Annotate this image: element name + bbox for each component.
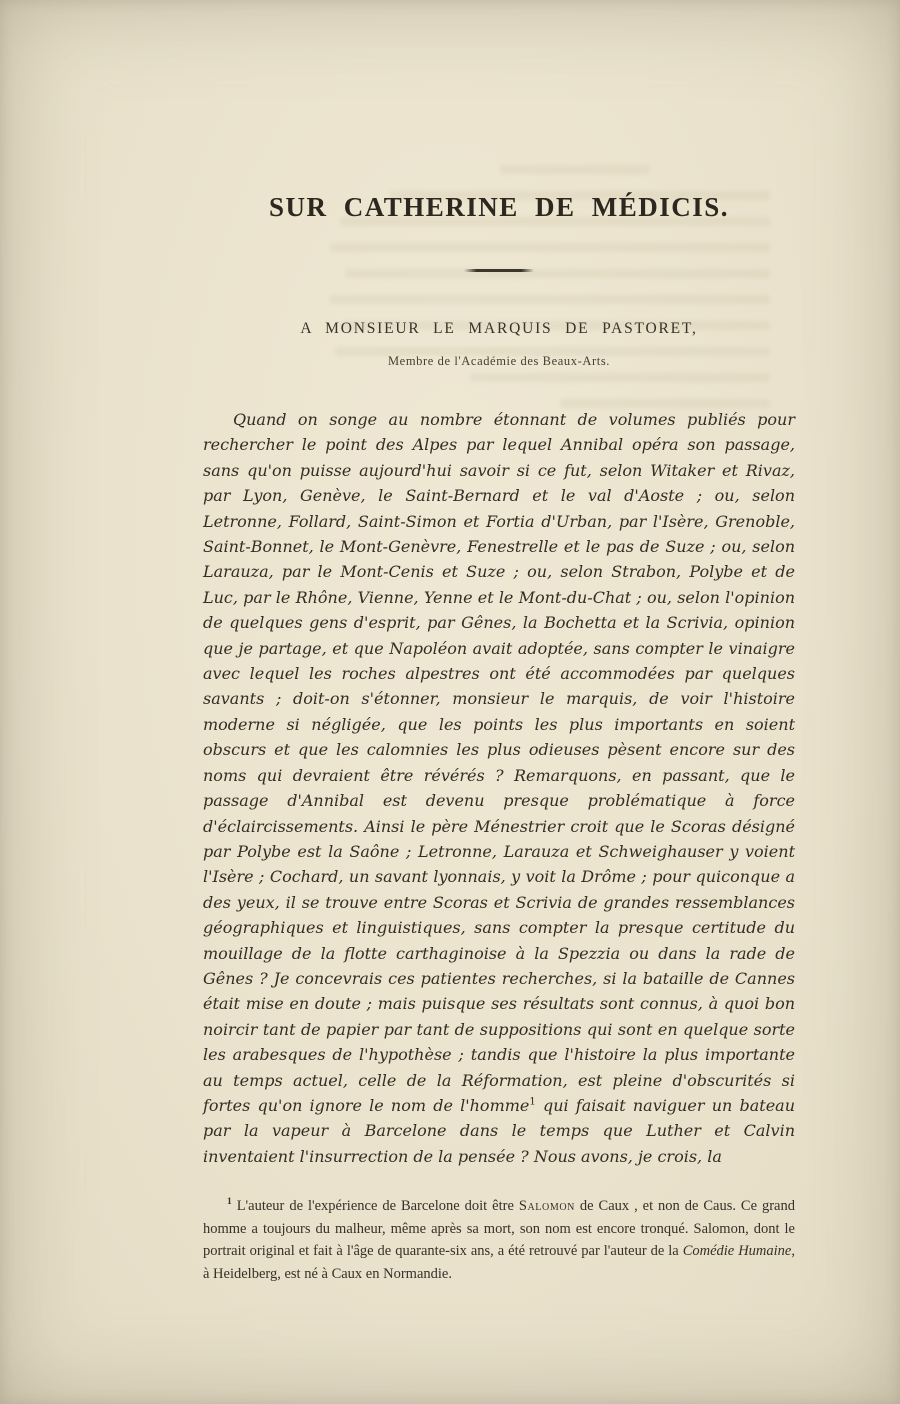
dedication-subline: Membre de l'Académie des Beaux-Arts.	[387, 354, 611, 368]
showthrough-line	[500, 165, 650, 174]
footnote	[203, 1195, 795, 1285]
title-divider	[464, 269, 534, 272]
footnote-ref: 1	[529, 1096, 536, 1108]
body-text: Quand on songe au nombre étonnant de volumes publiés pour rechercher le point des Alpes par lequel Annibal opéra son passage, sans qu'on puisse aujourd'hui savoir si ce fut, selon Witaker et Rivaz, par Lyon, Genève, le Saint-Bernard et le val d'Aoste ; ou, selon Letronne, Follard, Saint-Simon et Fortia d'Urban, par l'Isère, Grenoble, Saint-Bonnet, le Mont-Genèvre, Fenestrelle et le pas de Suze ; ou, selon Larauza, par le Mont-Cenis et Suze ; ou, selon Strabon, Polybe et de Luc, par le Rhône, Vienne, Yenne et le Mont-du-Chat ; ou, selon l'opinion de quelques gens d'esprit, par Gênes, la Bochetta et la Scrivia, opinion que je partage, et que Napoléon avait adoptée, sans compter le vinaigre avec lequel les roches alpestres ont été accommodées par quelques savants ; doit-on s'étonner, monsieur le marquis, de voir l'histoire moderne si négligée, que les points les plus importants en soient obscurs et que les calomnies les plus odieuses pèsent encore sur des noms qui devraient être révérés ? Remarquons, en passant, que le passage d'Annibal est devenu presque problématique à force d'éclaircissements. Ainsi le père Ménestrier croit que le Scoras désigné par Polybe est la Saône ; Letronne, Larauza et Schweighauser y voient l'Isère ; Cochard, un savant lyonnais, y voit la Drôme ; pour quiconque a des yeux, il se trouve entre Scoras et Scrivia de grandes ressemblances géographiques et linguistiques, sans compter la presque certitude du mouillage de la flotte carthaginoise à la Spezzia ou dans la rade de Gênes ? Je concevrais ces patientes recherches, si la bataille de Cannes était mise en doute ; mais puisque ses résultats sont connus, à quoi bon noircir tant de papier par tant de suppositions qui sont en quelque sorte les arabesques de l'hypothèse ; tandis que l'histoire la plus importante au temps actuel, celle de la Réformation, est pleine d'obscurités si fortes qu'on ignore le nom de l'homme	[203, 410, 795, 1115]
dedication-line: A MONSIEUR LE MARQUIS DE PASTORET,	[300, 320, 698, 337]
footnote-text: L'auteur de l'expérience de Barcelone doit être Salomon de Caux , et non de Caus. Ce grand homme a toujours du malheur, même après sa mort, son nom est encore tronqué. Salomon, dont le portrait original et fait à l'âge de quarante-six ans, a été retrouvé par l'auteur de la Comédie Humaine, à Heidelberg, est né à Caux en Normandie.	[203, 1198, 795, 1282]
text-block	[203, 192, 795, 1285]
page-title: SUR CATHERINE DE MÉDICIS.	[268, 192, 730, 222]
body-paragraph	[203, 407, 795, 1169]
footnote-marker: 1	[227, 1197, 232, 1208]
body-text-continued: qui faisait naviguer un bateau par la vapeur à Barcelone dans le temps que Luther et Calvin inventaient l'insurrection de la pensée ? Nous avons, je crois, la	[203, 1095, 796, 1166]
